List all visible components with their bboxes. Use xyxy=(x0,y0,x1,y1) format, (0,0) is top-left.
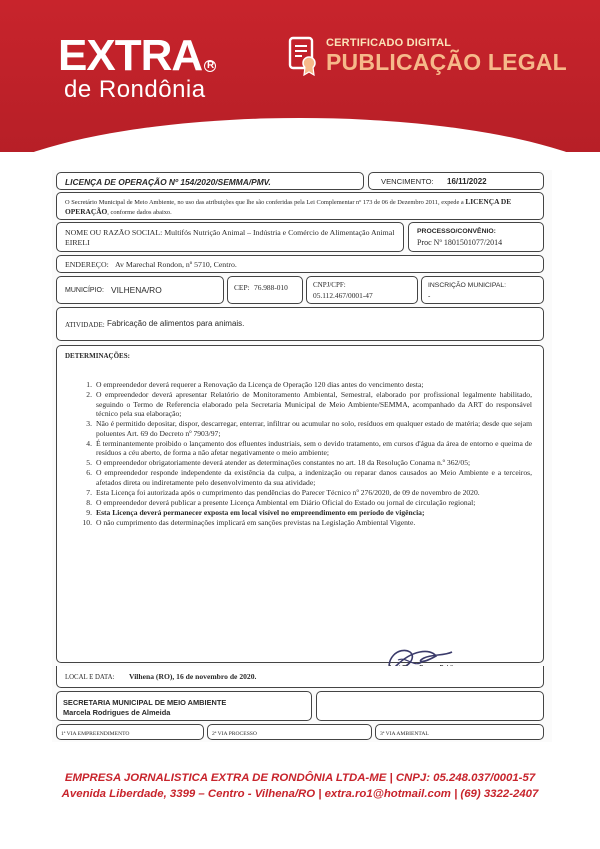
list-item: 4. É terminantemente proibido o lançamento dos efluentes industriais, sem o devido tratamento, em cursos d'água da área de entorno e queima de resíduos a céu aberto, de forma a não afetar negativamente o meio ambiente; xyxy=(86,438,532,458)
endereco-box xyxy=(56,255,544,273)
municipio-box xyxy=(56,276,224,304)
intro-box xyxy=(56,192,544,220)
nome-field xyxy=(65,228,395,248)
list-item: 1. O empreendedor deverá requerer a Renovação da Licença de Operação 120 dias antes do vencimento desta; xyxy=(86,380,424,389)
secretaria-title: SECRETARIA MUNICIPAL DE MEIO AMBIENTE xyxy=(63,698,227,707)
inscricao-value: - xyxy=(428,292,431,300)
license-document xyxy=(52,170,552,742)
banner-curve xyxy=(0,118,600,152)
atividade-value: Fabricação de alimentos para animais. xyxy=(107,319,245,328)
list-item: 3. Não é permitido depositar, dispor, descarregar, enterrar, infiltrar ou acumular no solo, resíduos em qualquer estado de matéria; desde que sejam poluentes Art. 69 do Decreto nº 7903/97; xyxy=(86,419,532,438)
cep-box xyxy=(227,276,303,304)
processo-box xyxy=(408,222,544,252)
certificado-badge xyxy=(288,36,567,76)
municipio-value: VILHENA/RO xyxy=(111,285,162,295)
via2-label: 2ª VIA PROCESSO xyxy=(212,731,257,737)
intro-text-a: O Secretário Municipal de Meio Ambiente, no uso das atribuições que lhe são conferidas pela Lei Complementar nº 173 de 06 de Dezembro 2011, expede a xyxy=(65,199,464,206)
vencimento-box xyxy=(368,172,544,190)
via3-label: 3ª VIA AMBIENTAL xyxy=(380,731,429,737)
logo-main-text: EXTRA xyxy=(58,31,203,80)
publisher-footer xyxy=(0,770,600,802)
list-item: 7. Esta Licença foi autorizada após o cumprimento das pendências do Parecer Técnico nº 276/2020, de 09 de novembro de 2020. xyxy=(86,487,480,497)
cert-small-text: CERTIFICADO DIGITAL xyxy=(326,37,452,49)
cnpj-label: CNPJ/CPF: xyxy=(313,281,346,289)
local-value: Vilhena (RO), 16 de novembro de 2020. xyxy=(129,672,257,681)
via1-label: 1ª VIA EMPREENDIMENTO xyxy=(61,731,130,737)
secretaria-name: Marcela Rodrigues de Almeida xyxy=(63,708,171,717)
atividade-label: ATIVIDADE: xyxy=(65,321,105,329)
cep-label: CEP: xyxy=(234,283,250,292)
footer-line-2: Avenida Liberdade, 3399 – Centro - Vilhena/RO | extra.ro1@hotmail.com | (69) 3322-2407 xyxy=(61,788,539,800)
footer-line-1: EMPRESA JORNALISTICA EXTRA DE RONDÔNIA LTDA-ME | CNPJ: 05.248.037/0001-57 xyxy=(64,772,536,784)
nome-value: Multifós Nutrição Animal – Indústria e Comércio de Alimentação Animal EIRELI xyxy=(65,228,395,247)
list-item: 2. O empreendedor deverá apresentar Relatório de Monitoramento Ambiental, Semestral, elaborado por profissional legalmente habilitado, seguindo o Termo de Referencia elaborado pela Secretaria Municipal de Meio Ambiente/SEMMA, acompanhado da ART do responsável técnico pela sua elaboração; xyxy=(86,389,532,419)
vencimento-value: 16/11/2022 xyxy=(447,177,487,186)
extra-logo xyxy=(58,31,216,103)
municipio-label: MUNICÍPIO: xyxy=(65,287,104,294)
header-banner xyxy=(0,0,600,152)
cnpj-box xyxy=(306,276,418,304)
endereco-value: Av Marechal Rondon, nº 5710, Centro. xyxy=(115,260,237,269)
via3-box xyxy=(375,724,544,740)
cep-value: 76.988-010 xyxy=(254,283,288,292)
list-item: 9. Esta Licença deverá permanecer exposta em local visível no empreendimento em período de vigência; xyxy=(86,507,425,517)
processo-label: PROCESSO/CONVÊNIO: xyxy=(417,228,496,235)
inscricao-box xyxy=(421,276,544,304)
determinacoes-list xyxy=(80,380,532,528)
secretaria-box xyxy=(56,691,312,721)
inscricao-label: INSCRIÇÃO MUNICIPAL: xyxy=(428,282,507,289)
certificate-icon xyxy=(288,36,318,76)
via2-box xyxy=(207,724,372,740)
registered-mark-icon: R xyxy=(204,60,216,72)
license-title: LICENÇA DE OPERAÇÃO Nº 154/2020/SEMMA/PMV. xyxy=(65,177,271,187)
processo-value: Proc Nº 1801501077/2014 xyxy=(417,238,503,247)
list-item: 10. O não cumprimento das determinações implicará em sanções previstas na Legislação Ambiental Vigente. xyxy=(82,517,416,527)
intro-text-b: LICENÇA DE OPERAÇÃO xyxy=(65,197,512,216)
local-data-box xyxy=(56,666,544,688)
list-item: 6. O empreendedor responde independente da existência da culpa, a indenização ou reparar danos causados ao Meio Ambiente e a terceiros, afetados direta ou indiretamente pelo desenvolvimento da sua atividade; xyxy=(86,468,532,487)
endereco-label: ENDEREÇO: xyxy=(65,260,109,269)
determinacoes-label: DETERMINAÇÕES: xyxy=(65,352,130,360)
atividade-box xyxy=(56,307,544,341)
logo-sub-text: de Rondônia xyxy=(64,76,206,103)
list-item: 5. O empreendedor obrigatoriamente deverá atender as determinações constantes no art. 18 da Resolução Conama n.º 362/05; xyxy=(86,458,471,468)
local-label: LOCAL E DATA: xyxy=(65,674,115,681)
list-item: 8. O empreendedor deverá publicar a presente Licença Ambiental em Diário Oficial do Estado ou jornal de circulação regional; xyxy=(86,497,476,507)
nome-label: NOME OU RAZÃO SOCIAL: xyxy=(65,228,163,237)
intro-paragraph xyxy=(65,197,535,217)
vencimento-label: VENCIMENTO: xyxy=(381,177,434,186)
cnpj-value: 05.112.467/0001-47 xyxy=(313,291,373,300)
title-box xyxy=(56,172,364,190)
via1-box xyxy=(56,724,204,740)
cert-big-text: PUBLICAÇÃO LEGAL xyxy=(326,49,567,75)
intro-text-c: , conforme dados abaixo. xyxy=(107,209,172,216)
nome-box xyxy=(56,222,404,252)
secretaria-side-box xyxy=(316,691,544,721)
